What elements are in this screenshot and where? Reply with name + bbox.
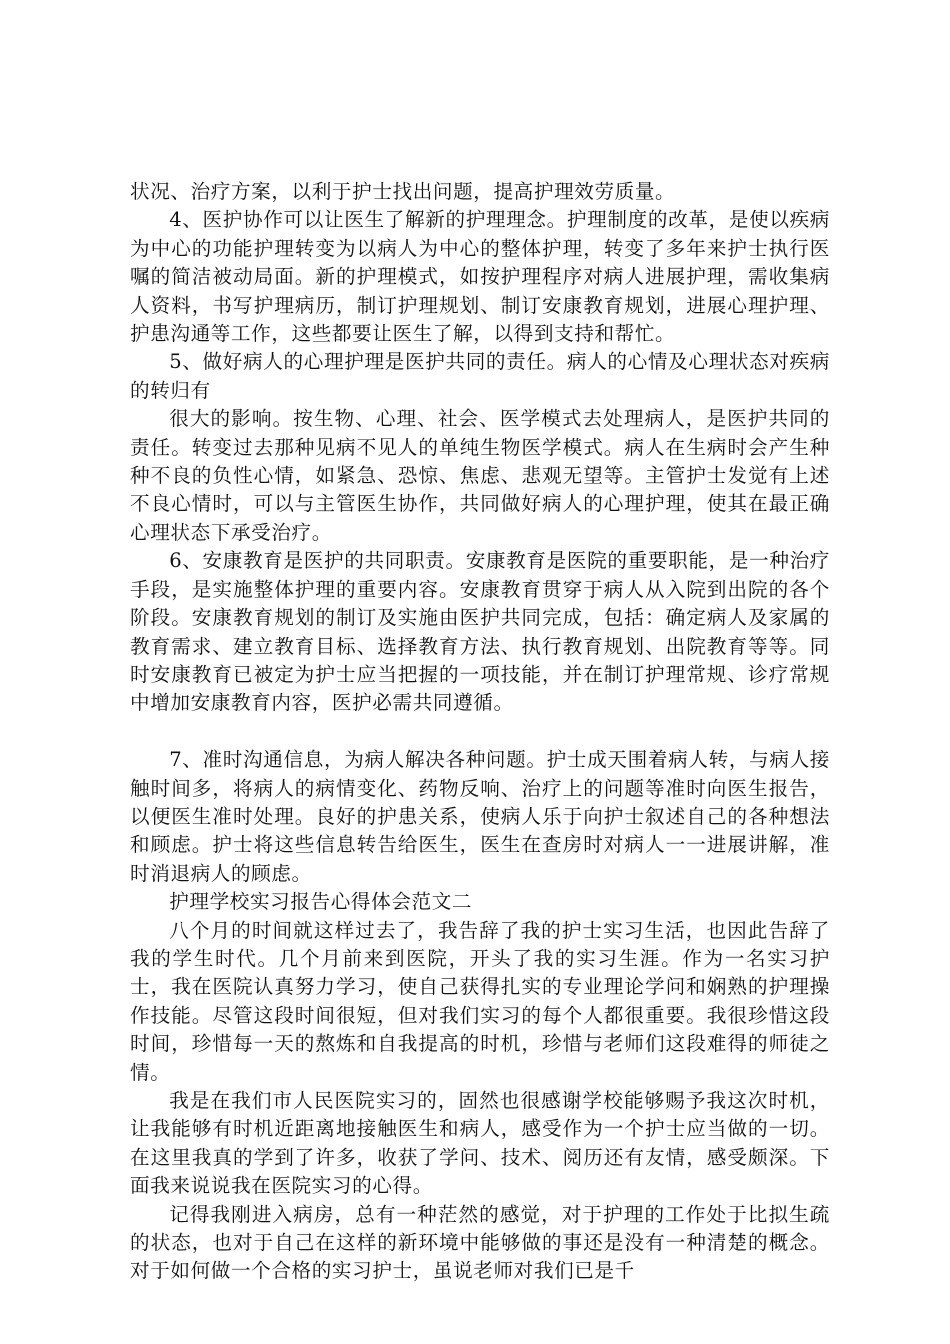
paragraph-item-5: 5、做好病人的心理护理是医护共同的责任。病人的心情及心理状态对疾病的转归有: [130, 350, 830, 402]
paragraph-intro: 八个月的时间就这样过去了，我告辞了我的护士实习生活，也因此告辞了我的学生时代。几个月前来到医院，开头了我的实习生涯。作为一名实习护士，我在医院认真努力学习，使自己获得扎实的专业理论学问和娴熟的护理操作技能。尽管这段时间很短，但对我们实习的每个人都很重要。我很珍惜这段时间，珍惜每一天的熬炼和自我提高的时机，珍惜与老师们这段难得的师徒之情。: [130, 918, 830, 1084]
paragraph-item-7: 7、准时沟通信息，为病人解决各种问题。护士成天围着病人转，与病人接触时间多，将病人的病情变化、药物反响、治疗上的问题等准时向医生报告，以便医生准时处理。良好的护患关系，使病人乐于向护士叙述自己的各种想法和顾虑。护士将这些信息转告给医生，医生在查房时对病人一一进展讲解，准时消退病人的顾虑。: [130, 748, 830, 885]
paragraph-item-6: 6、安康教育是医护的共同职责。安康教育是医院的重要职能，是一种治疗手段，是实施整体护理的重要内容。安康教育贯穿于病人从入院到出院的各个阶段。安康教育规划的制订及实施由医护共同完成，包括：确定病人及家属的教育需求、建立教育目标、选择教育方法、执行教育规划、出院教育等等。同时安康教育已被定为护士应当把握的一项技能，并在制订护理常规、诊疗常规中增加安康教育内容，医护必需共同遵循。: [130, 549, 830, 715]
document-body: [130, 178, 830, 1286]
paragraph-gap: [130, 718, 830, 746]
paragraph-continuation: 状况、治疗方案，以利于护士找出问题，提高护理效劳质量。: [130, 180, 676, 203]
paragraph-item-4: 4、医护协作可以让医生了解新的护理理念。护理制度的改革，是使以疾病为中心的功能护理转变为以病人为中心的整体护理，转变了多年来护士执行医嘱的简洁被动局面。新的护理模式，如按护理程序对病人进展护理，需收集病人资料，书写护理病历，制订护理规划、制订安康教育规划，进展心理护理、护患沟通等工作，这些都要让医生了解，以得到支持和帮忙。: [130, 208, 830, 346]
paragraph-item-5-continued: 很大的影响。按生物、心理、社会、医学模式去处理病人，是医护共同的责任。转变过去那种见病不见人的单纯生物医学模式。病人在生病时会产生种种不良的负性心情，如紧急、恐惊、焦虑、悲观无望等。主管护士发觉有上述不良心情时，可以与主管医生协作，共同做好病人的心理护理，使其在最正确心理状态下承受治疗。: [130, 407, 830, 544]
paragraph-ward: 记得我刚进入病房，总有一种茫然的感觉，对于护理的工作处于比拟生疏的状态，也对于自己在这样的新环境中能够做的事还是没有一种清楚的概念。对于如何做一个合格的实习护士，虽说老师对我们已是千: [130, 1202, 830, 1283]
paragraph-hospital: 我是在我们市人民医院实习的，固然也很感谢学校能够赐予我这次时机，让我能够有时机近距离地接触医生和病人，感受作为一个护士应当做的一切。在这里我真的学到了许多，收获了学问、技术、阅历还有友情，感受颇深。下面我来说说我在医院实习的心得。: [130, 1088, 830, 1198]
section-heading: 护理学校实习报告心得体会范文二: [169, 890, 473, 914]
